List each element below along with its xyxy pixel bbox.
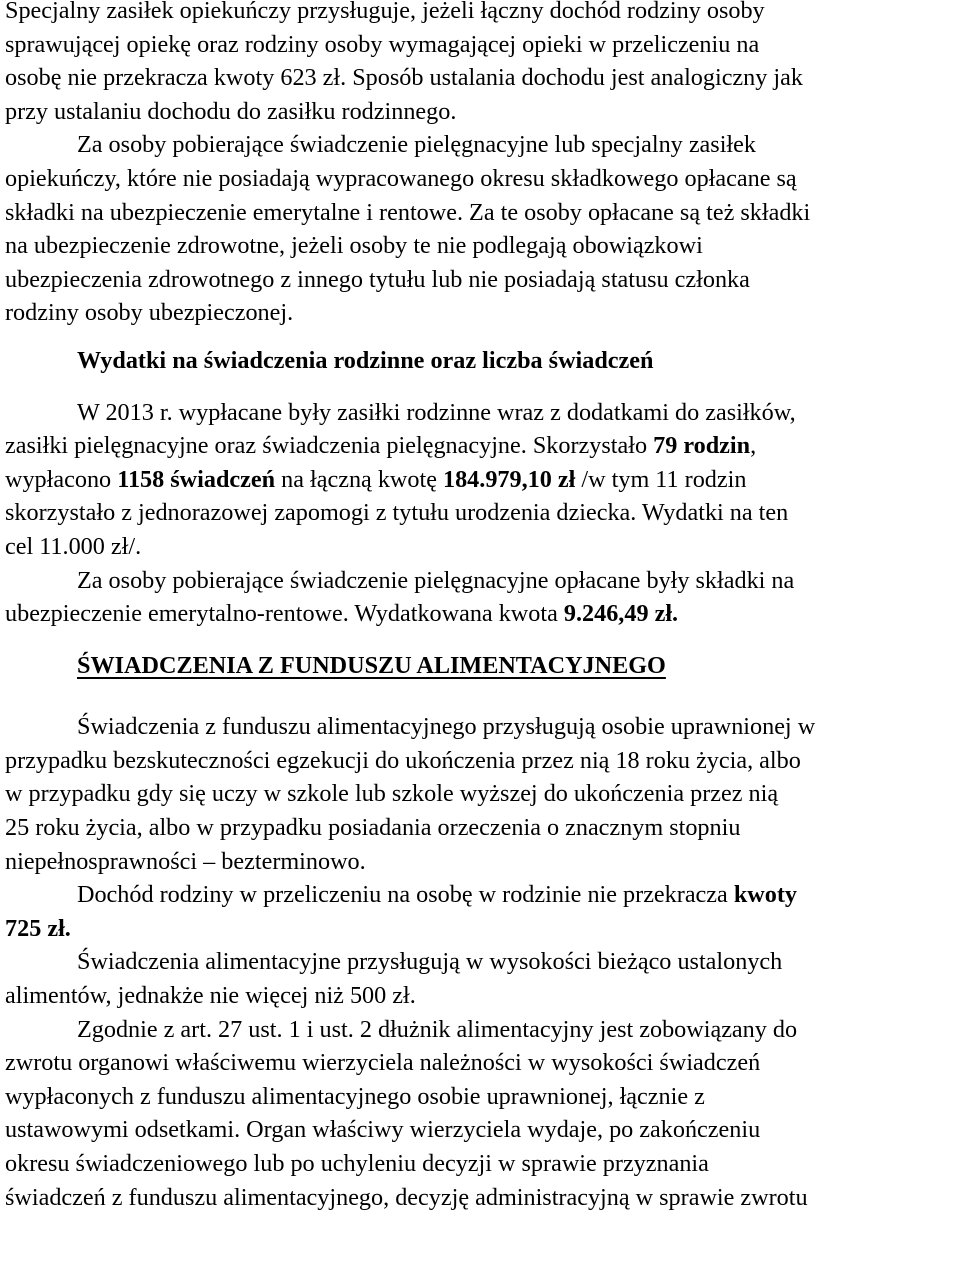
text-line: zwrotu organowi właściwemu wierzyciela należności w wysokości świadczeń: [5, 1049, 761, 1077]
text-line: Świadczenia z funduszu alimentacyjnego przysługują osobie uprawnionej w: [77, 713, 816, 741]
text-line: [5, 878, 957, 912]
text-line: [5, 912, 957, 946]
paragraph-pension: [5, 564, 957, 631]
paragraph-art27: [5, 1013, 957, 1215]
text-span: ubezpieczenie emerytalno-rentowe. Wydatkowana kwota: [5, 600, 564, 628]
paragraph-amount: [5, 945, 957, 1012]
text-span: Dochód rodziny w przeliczeniu na osobę w rodzinie nie przekracza: [77, 881, 734, 909]
text-line: w przypadku gdy się uczy w szkole lub szkole wyższej do ukończenia przez nią: [5, 780, 779, 808]
text-line: Za osoby pobierające świadczenie pielęgnacyjne lub specjalny zasiłek: [77, 131, 756, 159]
text-span: na łączną kwotę: [275, 465, 443, 493]
section-heading-expenses: Wydatki na świadczenia rodzinne oraz liczba świadczeń: [77, 346, 654, 374]
paragraph-income: [5, 878, 957, 945]
text-line: okresu świadczeniowego lub po uchyleniu decyzji w sprawie przyznania: [5, 1150, 709, 1177]
text-line: [5, 463, 957, 497]
paragraph-fund: [5, 710, 957, 878]
text-line: sprawującej opiekę oraz rodziny osoby wymagającej opieki w przeliczeniu na: [5, 30, 760, 58]
text-line: alimentów, jednakże nie więcej niż 500 zł.: [5, 982, 416, 1010]
text-line: [5, 429, 957, 463]
bold-value-income-limit: 725 zł.: [5, 914, 71, 942]
paragraph-contributions: [5, 128, 957, 330]
text-line: na ubezpieczenie zdrowotne, jeżeli osoby te nie podlegają obowiązkowi: [5, 232, 703, 260]
paragraph-intro: [5, 0, 957, 128]
text-span: /w tym 11 rodzin: [575, 465, 747, 493]
bold-value-pension-amount: 9.246,49 zł.: [563, 600, 679, 628]
text-line: Zgodnie z art. 27 ust. 1 i ust. 2 dłużnik alimentacyjny jest zobowiązany do: [77, 1015, 798, 1043]
text-line: składki na ubezpieczenie emerytalne i rentowe. Za te osoby opłacane są też składki: [5, 198, 811, 226]
bold-value-families: 79 rodzin: [653, 432, 751, 460]
text-line: Za osoby pobierające świadczenie pielęgnacyjne opłacane były składki na: [77, 566, 795, 594]
text-line: rodziny osoby ubezpieczonej.: [5, 299, 294, 327]
text-span: zasiłki pielęgnacyjne oraz świadczenia pielęgnacyjne. Skorzystało: [5, 432, 654, 460]
text-line: ustawowymi odsetkami. Organ właściwy wierzyciela wydaje, po zakończeniu: [5, 1116, 761, 1144]
section-heading-fund: ŚWIADCZENIA Z FUNDUSZU ALIMENTACYJNEGO: [77, 651, 666, 679]
text-line: Specjalny zasiłek opiekuńczy przysługuje, jeżeli łączny dochód rodziny osoby: [5, 0, 765, 24]
paragraph-2013: [5, 396, 957, 564]
text-line: cel 11.000 zł/.: [5, 532, 142, 560]
text-line: niepełnosprawności – bezterminowo.: [5, 847, 366, 875]
text-line: Świadczenia alimentacyjne przysługują w wysokości bieżąco ustalonych: [77, 948, 783, 976]
text-line: świadczeń z funduszu alimentacyjnego, decyzję administracyjną w sprawie zwrotu: [5, 1183, 808, 1211]
text-line: wypłaconych z funduszu alimentacyjnego osobie uprawnionej, łącznie z: [5, 1082, 705, 1110]
text-line: skorzystało z jednorazowej zapomogi z tytułu urodzenia dziecka. Wydatki na ten: [5, 499, 789, 527]
bold-value-amount: 184.979,10 zł: [442, 465, 576, 493]
text-line: 25 roku życia, albo w przypadku posiadania orzeczenia o znacznym stopniu: [5, 814, 741, 842]
text-span: ,: [750, 432, 757, 460]
bold-text: kwoty: [733, 881, 797, 909]
text-line: osobę nie przekracza kwoty 623 zł. Sposób ustalania dochodu jest analogiczny jak: [5, 64, 803, 92]
text-line: ubezpieczenia zdrowotnego z innego tytułu lub nie posiadają statusu członka: [5, 265, 750, 293]
bold-value-benefits: 1158 świadczeń: [117, 465, 276, 493]
text-line: przy ustalaniu dochodu do zasiłku rodzinnego.: [5, 97, 457, 125]
text-span: wypłacono: [5, 465, 118, 493]
text-line: opiekuńczy, które nie posiadają wypracowanego okresu składkowego opłacane są: [5, 164, 797, 192]
text-line: W 2013 r. wypłacane były zasiłki rodzinne wraz z dodatkami do zasiłków,: [77, 398, 796, 426]
text-line: [5, 597, 957, 631]
text-line: przypadku bezskuteczności egzekucji do ukończenia przez nią 18 roku życia, albo: [5, 746, 801, 774]
